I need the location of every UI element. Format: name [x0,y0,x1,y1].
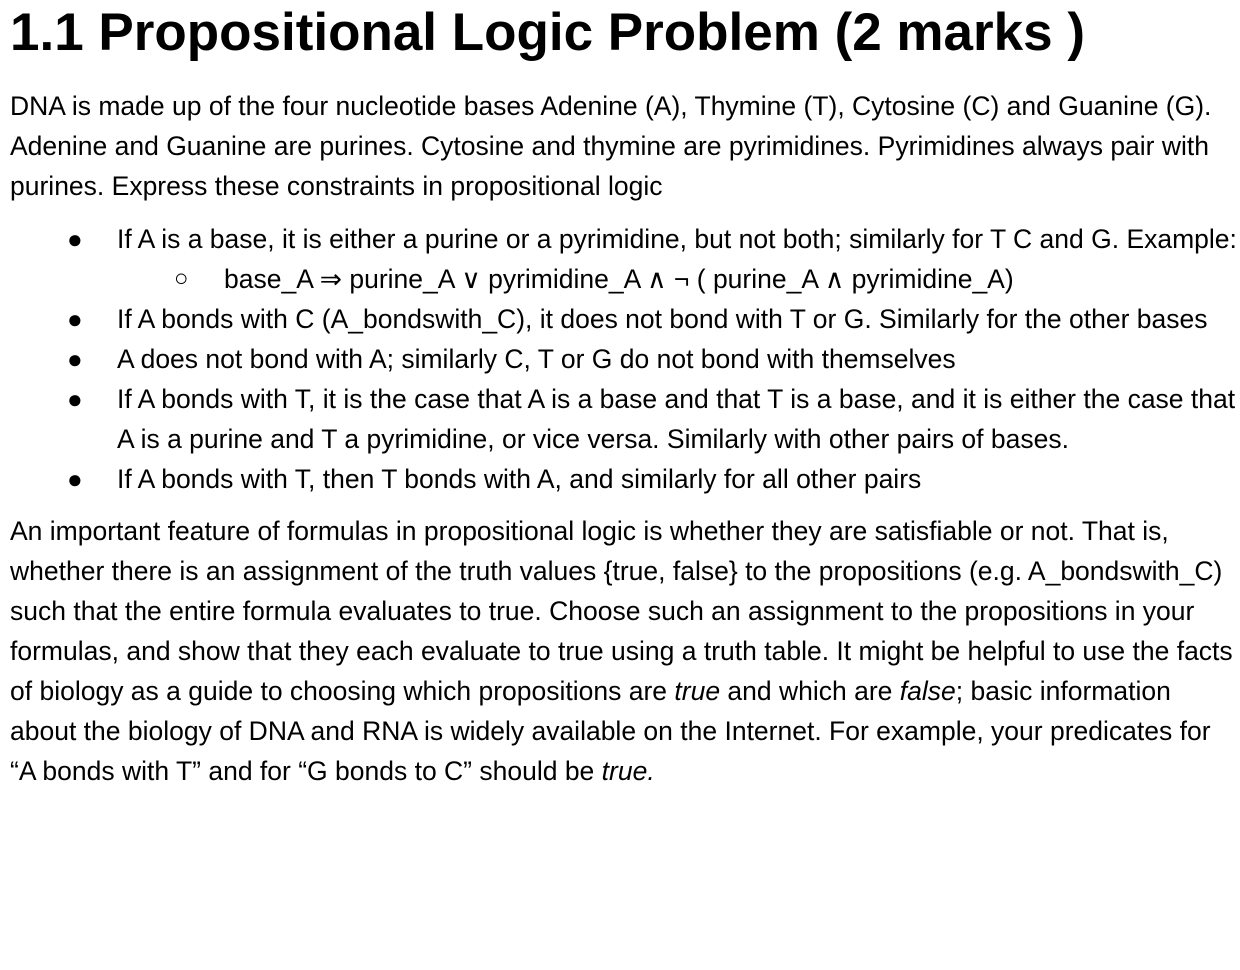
outro-paragraph [10,511,1240,791]
constraint-list [10,219,1240,499]
bullet-icon: ● [67,224,83,254]
section-heading: 1.1 Propositional Logic Problem (2 marks ) [10,3,1085,62]
outro-text-part1: An important feature of formulas in propositional logic is whether they are satisfiable or not. That is, whether there is an assignment of the truth values {true, false} to the propositions (e.g. A_bondswith_C) such that the entire formula evaluates to true. Choose such an assignment to the propositions in your formulas, and show that they each evaluate to true using a truth table. It might be helpful to use the facts of biology as a guide to choosing which propositions are [10,516,1233,706]
list-item-text: A does not bond with A; similarly C, T or G do not bond with themselves [117,344,956,374]
bullet-icon: ● [67,384,83,414]
list-item-text: If A bonds with T, it is the case that A is a base and that T is a base, and it is either the case that A is a purine and T a pyrimidine, or vice versa. Similarly with other pairs of bases. [117,384,1236,454]
list-item-text: If A bonds with C (A_bondswith_C), it does not bond with T or G. Similarly for the other bases [117,304,1208,334]
intro-paragraph: DNA is made up of the four nucleotide bases Adenine (A), Thymine (T), Cytosine (C) and Guanine (G). Adenine and Guanine are purines. Cytosine and thymine are pyrimidines. Pyrimidines always pair with purines. Express these constraints in propositional logic [10,91,1212,201]
outro-emphasis-final-true: true. [601,756,655,786]
sublist-item [10,259,1240,299]
outro-emphasis-true: true [674,676,721,706]
bullet-icon: ● [67,304,83,334]
outro-text-part2: and which are [720,676,900,706]
example-formula: base_A ⇒ purine_A ∨ pyrimidine_A ∧ ¬ ( purine_A ∧ pyrimidine_A) [224,264,1014,294]
outro-text-part3: ; basic information about the biology of DNA and RNA is widely available on the Internet. For example, your predicates for “A bonds with T” and for “G bonds to C” should be [10,676,1211,786]
list-item [10,219,1240,299]
outro-emphasis-false: false [899,676,956,706]
list-item-text: If A bonds with T, then T bonds with A, and similarly for all other pairs [117,464,922,494]
list-item [10,379,1240,459]
circle-bullet-icon: ○ [174,265,189,292]
list-item-text: If A is a base, it is either a purine or a pyrimidine, but not both; similarly for T C and G. Example: [117,224,1237,254]
list-item [10,299,1240,339]
bullet-icon: ● [67,344,83,374]
list-item [10,339,1240,379]
bullet-icon: ● [67,464,83,494]
example-sublist [117,259,1240,299]
list-item [10,459,1240,499]
